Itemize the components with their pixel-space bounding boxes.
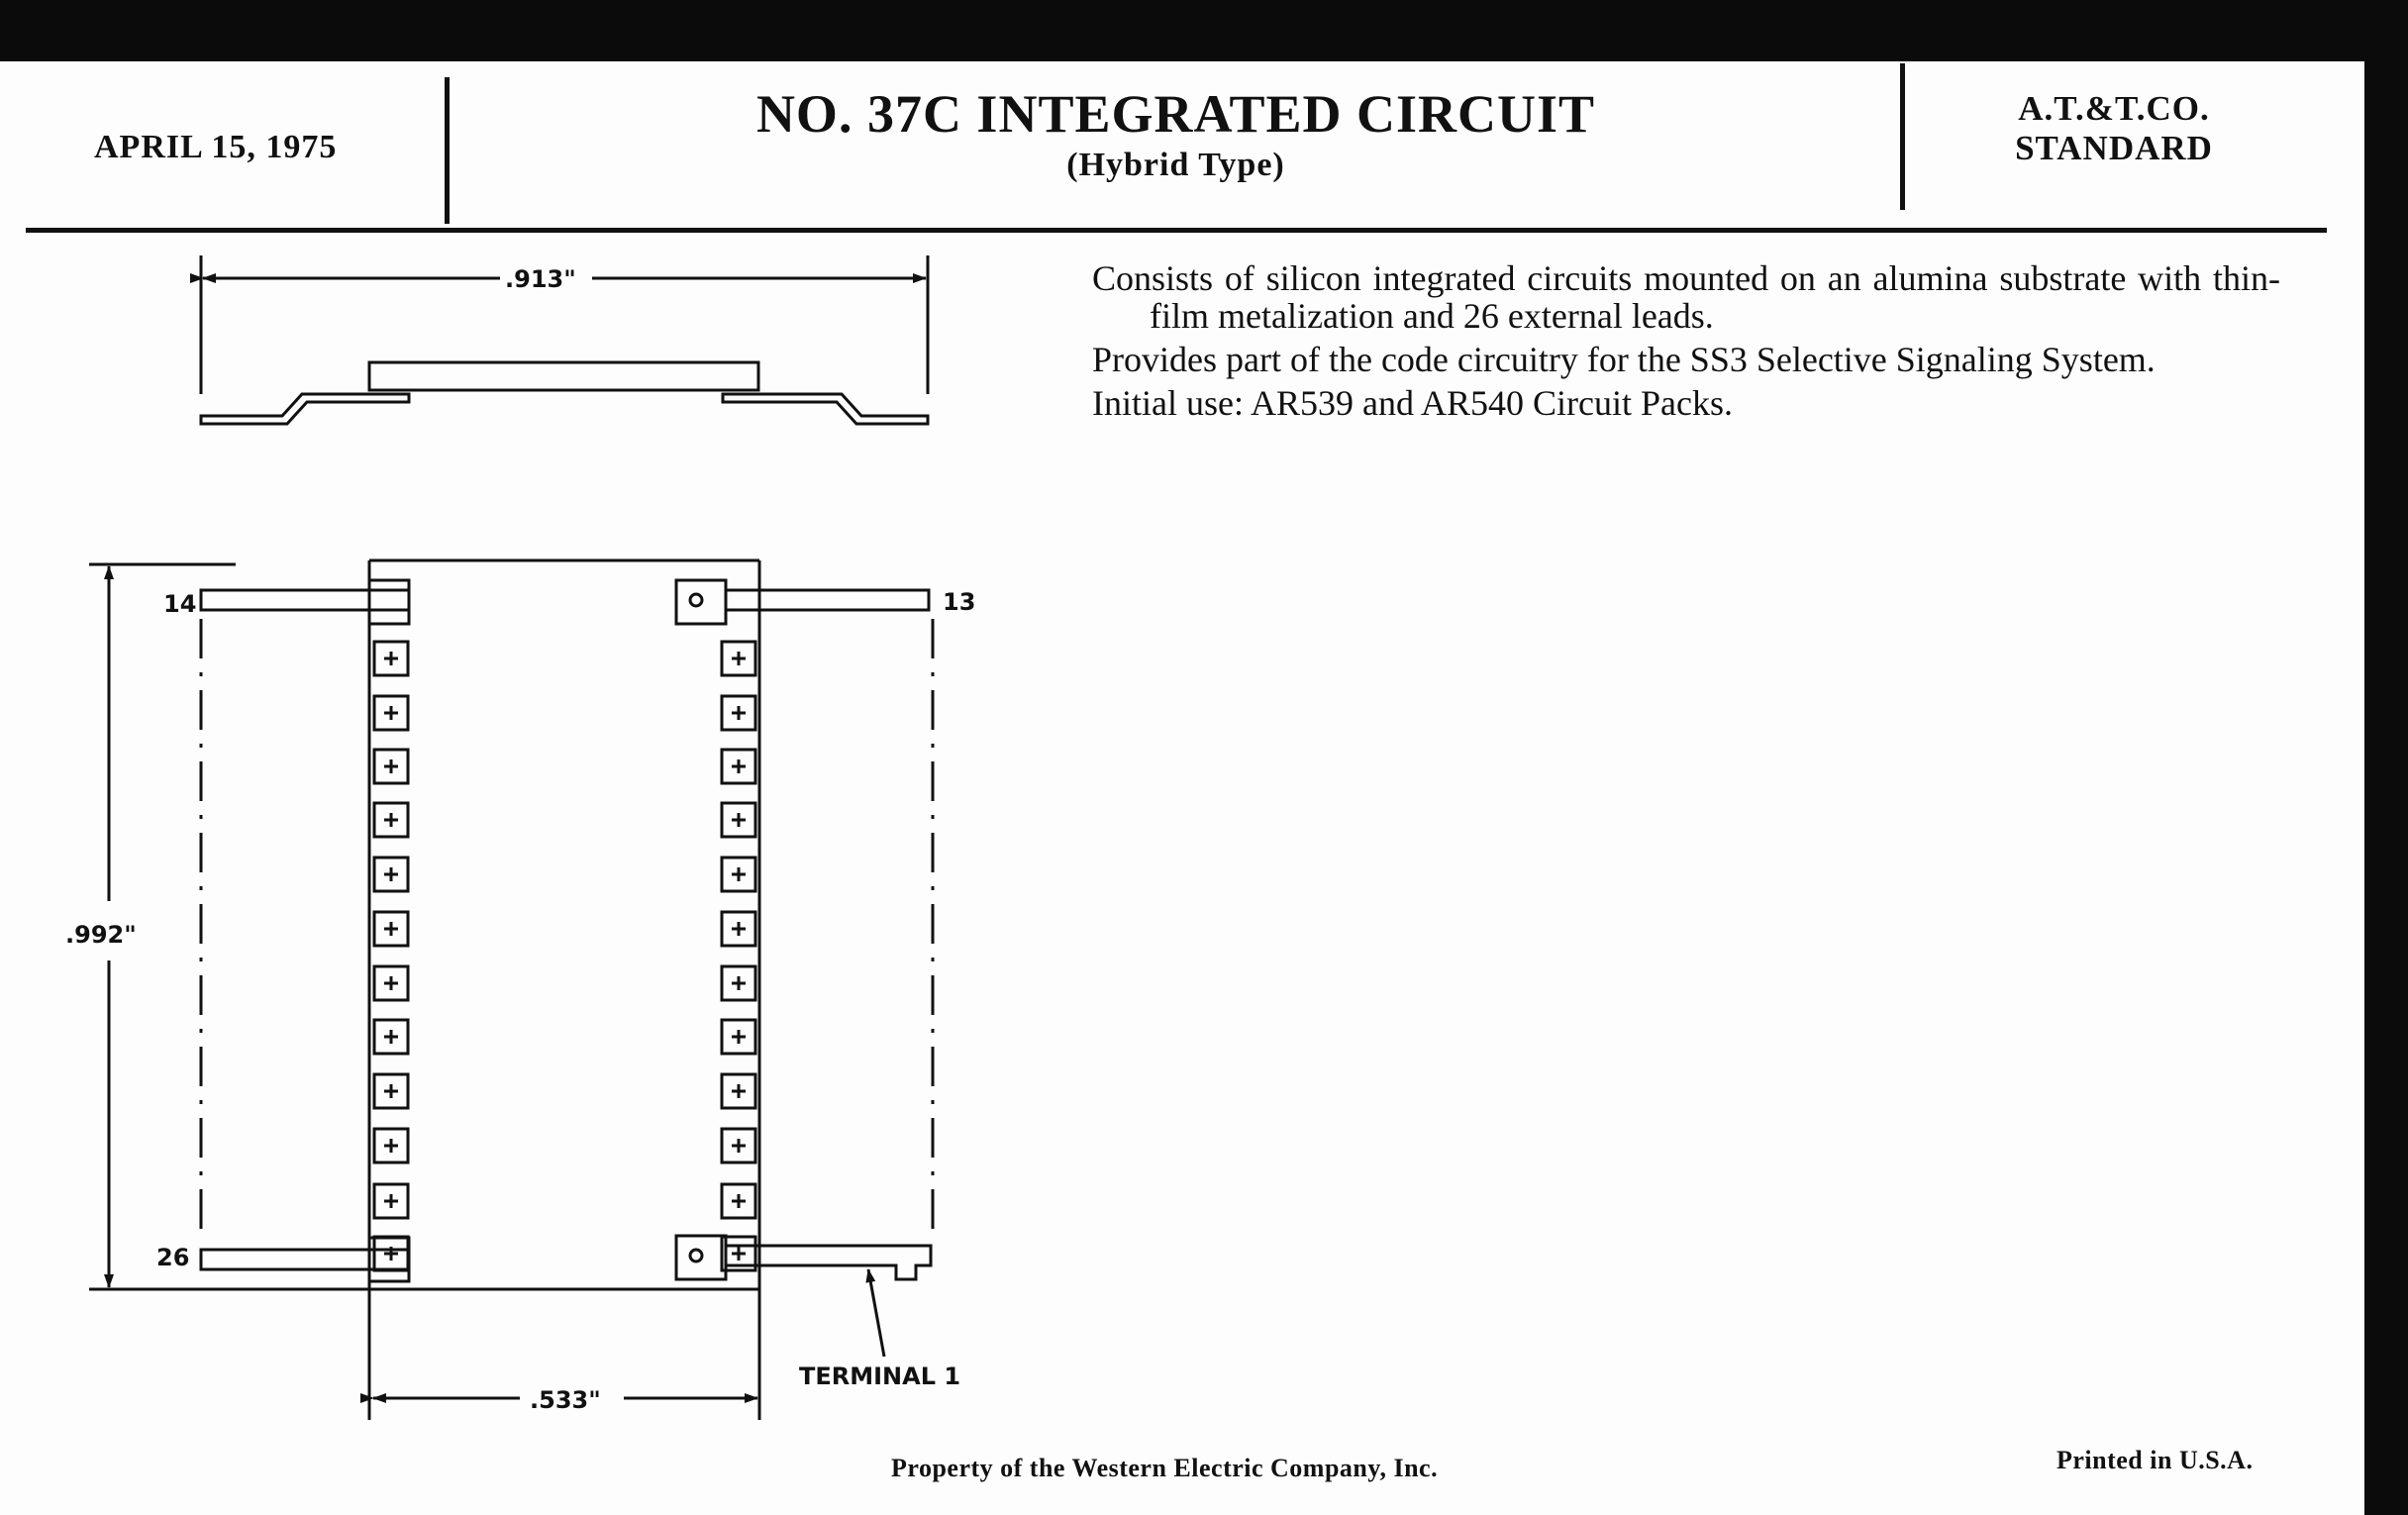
pin-label-26: 26 (156, 1244, 190, 1271)
pin-pad (722, 642, 755, 675)
pin-pad (722, 1020, 755, 1054)
pin-pads-right (722, 642, 755, 1270)
pin-pad (722, 803, 755, 837)
pin-pad (374, 1129, 408, 1162)
pin-pad (722, 912, 755, 946)
pin-pad (374, 1074, 408, 1108)
standard-line-1: A.T.&T.CO. (2018, 89, 2210, 128)
pin-pad (374, 966, 408, 1000)
pin-pad (722, 858, 755, 891)
pin-pad (722, 1184, 755, 1218)
pin-pad (374, 858, 408, 891)
description-paragraph-3: Initial use: AR539 and AR540 Circuit Packs. (1092, 383, 1733, 423)
pin-pad (722, 696, 755, 730)
description-paragraph-1: Consists of silicon integrated circuits mounted on an alumina substrate with thin-film metalization and 26 external leads. (1092, 258, 2280, 336)
spacing-dimension-label: .533" (530, 1386, 601, 1414)
footer-property: Property of the Western Electric Company, Inc. (891, 1454, 1439, 1482)
pin-pad (374, 803, 408, 837)
height-dimension-label: .992" (65, 921, 137, 949)
footer-printed: Printed in U.S.A. (2057, 1446, 2254, 1474)
terminal-1-label: TERMINAL 1 (799, 1363, 961, 1390)
pin-pad (722, 1074, 755, 1108)
pin-pad (374, 1237, 408, 1270)
page-title: NO. 37C INTEGRATED CIRCUIT (755, 84, 1596, 144)
pin-pad (374, 642, 408, 675)
page-subtitle: (Hybrid Type) (1066, 147, 1285, 183)
description-paragraph-2: Provides part of the code circuitry for the SS3 Selective Signaling System. (1092, 340, 2156, 379)
pin-pad (374, 1020, 408, 1054)
pin-pad (374, 696, 408, 730)
width-dimension-label: .913" (505, 265, 576, 293)
pin-pad (722, 966, 755, 1000)
pin-pad (722, 750, 755, 783)
standard-line-2: STANDARD (2015, 129, 2213, 167)
pin-label-14: 14 (163, 590, 197, 618)
pin-pad (722, 1129, 755, 1162)
pin-pads-left (374, 642, 408, 1270)
pin-pad (374, 750, 408, 783)
pin-pad (374, 1184, 408, 1218)
pin-label-13: 13 (943, 588, 976, 616)
top-view (89, 560, 933, 1420)
pin-pad (374, 912, 408, 946)
issue-date: APRIL 15, 1975 (94, 129, 338, 165)
